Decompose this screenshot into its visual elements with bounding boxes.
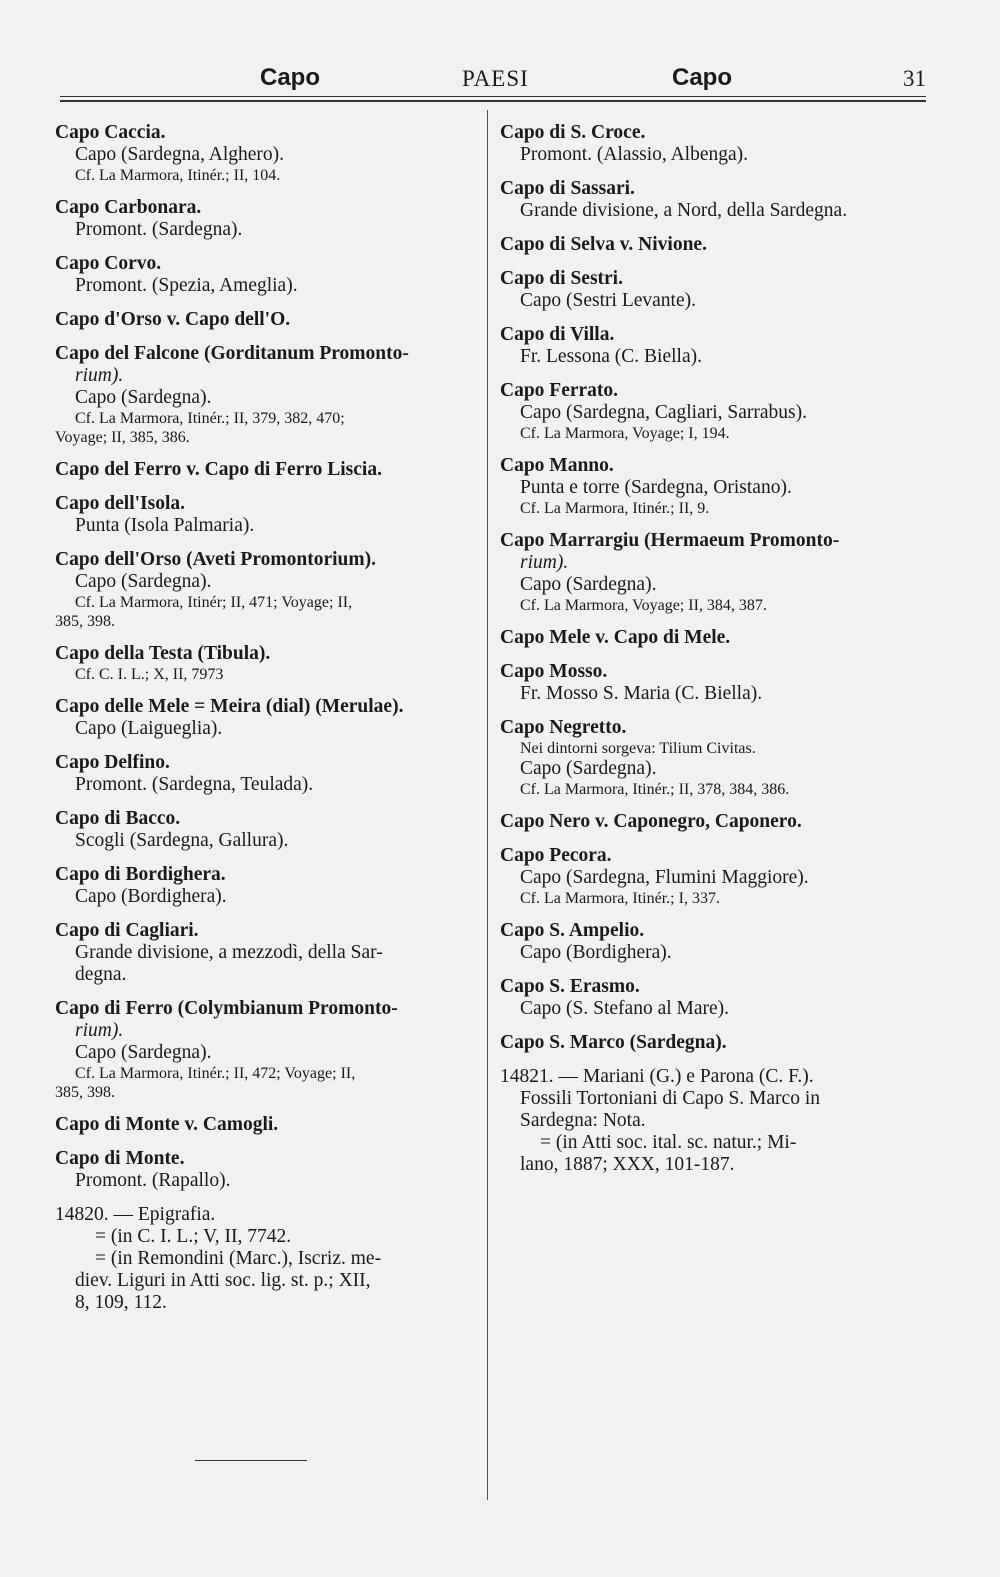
entry-heading: Capo delle Mele = Meira (dial) (Merulae). — [55, 696, 404, 717]
entry-description: Punta (Isola Palmaria). — [75, 515, 255, 536]
entry-reference: Voyage; II, 385, 386. — [55, 429, 190, 446]
entry-reference: Cf. La Marmora, Itinér.; II, 472; Voyage; II, — [75, 1065, 356, 1082]
entry-heading: Capo Mosso. — [500, 661, 608, 682]
index-entry — [500, 178, 930, 222]
footer-rule — [195, 1460, 307, 1461]
entry-heading: Capo Ferrato. — [500, 380, 619, 401]
index-entry — [55, 808, 480, 852]
index-entry — [500, 455, 930, 518]
entry-description: Capo (Sardegna). — [520, 574, 657, 595]
index-entry — [500, 811, 930, 833]
header-rule-thick — [60, 100, 926, 102]
entry-heading: Capo S. Marco (Sardegna). — [500, 1032, 727, 1053]
entry-heading: Capo di Sassari. — [500, 178, 635, 199]
entry-heading: Capo dell'Orso (Aveti Promontorium). — [55, 549, 376, 570]
page-number: 31 — [903, 66, 926, 91]
entry-heading: rium). — [75, 1020, 124, 1041]
index-entry — [500, 324, 930, 368]
bibliography-line: Fossili Tortoniani di Capo S. Marco in — [520, 1088, 820, 1109]
index-entry — [55, 1148, 480, 1192]
bibliography-line: Sardegna: Nota. — [520, 1110, 646, 1131]
entry-description: Promont. (Sardegna, Teulada). — [75, 774, 314, 795]
entry-heading: Capo di Bacco. — [55, 808, 181, 829]
index-entry — [55, 122, 480, 185]
index-entry — [500, 380, 930, 443]
entry-reference: Cf. La Marmora, Itinér.; I, 337. — [520, 890, 720, 907]
entry-reference: Cf. La Marmora, Itinér.; II, 378, 384, 386. — [520, 781, 790, 798]
index-entry — [55, 752, 480, 796]
bibliography-line: = (in Atti soc. ital. sc. natur.; Mi- — [540, 1132, 797, 1153]
entry-description: Grande divisione, a mezzodì, della Sar- — [75, 942, 383, 963]
index-entry — [55, 998, 480, 1102]
index-entry — [55, 197, 480, 241]
entry-heading: rium). — [520, 552, 569, 573]
entry-heading: Capo di Sestri. — [500, 268, 623, 289]
entry-description: Capo (Sardegna). — [75, 571, 212, 592]
entry-reference: 385, 398. — [55, 1084, 115, 1101]
index-entry — [55, 309, 480, 331]
header-section-title: PAESI — [462, 66, 529, 91]
entry-reference: Cf. La Marmora, Voyage; I, 194. — [520, 425, 730, 442]
entry-description: Grande divisione, a Nord, della Sardegna. — [520, 200, 848, 221]
column-divider — [487, 110, 488, 1500]
entry-description: Fr. Lessona (C. Biella). — [520, 346, 702, 367]
entry-heading: Capo della Testa (Tibula). — [55, 643, 271, 664]
entry-heading: rium). — [75, 365, 124, 386]
bibliography-line: 14820. — Epigrafia. — [55, 1204, 216, 1225]
index-entry — [500, 976, 930, 1020]
entry-reference: 385, 398. — [55, 613, 115, 630]
index-entry — [55, 696, 480, 740]
entry-description: degna. — [75, 964, 127, 985]
entry-heading: Capo d'Orso v. Capo dell'O. — [55, 309, 291, 330]
index-entry — [55, 1114, 480, 1136]
entry-description: Scogli (Sardegna, Gallura). — [75, 830, 289, 851]
index-entry — [55, 1204, 480, 1314]
bibliography-line: diev. Liguri in Atti soc. lig. st. p.; XII, — [75, 1270, 371, 1291]
right-column — [500, 122, 930, 1188]
left-column — [55, 122, 480, 1326]
index-entry — [500, 268, 930, 312]
entry-heading: Capo di Cagliari. — [55, 920, 199, 941]
index-entry — [55, 549, 480, 631]
entry-heading: Capo del Falcone (Gorditanum Promonto- — [55, 343, 409, 364]
entry-description: Capo (Laigueglia). — [75, 718, 223, 739]
entry-heading: Capo Nero v. Caponegro, Caponero. — [500, 811, 802, 832]
index-entry — [55, 343, 480, 447]
index-entry — [500, 1066, 930, 1176]
entry-heading: Capo Mele v. Capo di Mele. — [500, 627, 731, 648]
index-entry — [55, 253, 480, 297]
index-entry — [500, 845, 930, 908]
entry-description: Fr. Mosso S. Maria (C. Biella). — [520, 683, 763, 704]
entry-description: Capo (Sardegna, Flumini Maggiore). — [520, 867, 809, 888]
entry-heading: Capo Marrargiu (Hermaeum Promonto- — [500, 530, 840, 551]
entry-description: Capo (Sardegna). — [75, 387, 212, 408]
entry-heading: Capo Delfino. — [55, 752, 170, 773]
entry-reference: Cf. La Marmora, Itinér; II, 471; Voyage; II, — [75, 594, 353, 611]
entry-heading: Capo di S. Croce. — [500, 122, 646, 143]
entry-heading: Capo del Ferro v. Capo di Ferro Liscia. — [55, 459, 382, 480]
header-left-word: Capo — [260, 64, 320, 91]
entry-description: Capo (Bordighera). — [75, 886, 227, 907]
entry-heading: Capo Negretto. — [500, 717, 627, 738]
header-rule-thin — [60, 96, 926, 97]
entry-description: Capo (Sardegna). — [520, 758, 657, 779]
entry-description: Capo (Sardegna). — [75, 1042, 212, 1063]
header-right-word: Capo — [672, 64, 732, 91]
bibliography-line: = (in Remondini (Marc.), Iscriz. me- — [95, 1248, 382, 1269]
entry-heading: Capo di Selva v. Nivione. — [500, 234, 707, 255]
entry-reference: Cf. C. I. L.; X, II, 7973 — [75, 666, 224, 683]
index-entry — [500, 122, 930, 166]
index-entry — [500, 234, 930, 256]
index-entry — [500, 1032, 930, 1054]
index-entry — [500, 627, 930, 649]
entry-heading: Capo Manno. — [500, 455, 614, 476]
entry-description: Promont. (Rapallo). — [75, 1170, 231, 1191]
bibliography-line: 14821. — Mariani (G.) e Parona (C. F.). — [500, 1066, 814, 1087]
entry-reference: Cf. La Marmora, Itinér.; II, 104. — [75, 167, 281, 184]
entry-description: Capo (Sardegna, Alghero). — [75, 144, 285, 165]
entry-heading: Capo di Bordighera. — [55, 864, 226, 885]
index-entry — [500, 661, 930, 705]
entry-description: Capo (Sardegna, Cagliari, Sarrabus). — [520, 402, 807, 423]
index-entry — [55, 643, 480, 684]
entry-description: Capo (Bordighera). — [520, 942, 672, 963]
index-entry — [500, 920, 930, 964]
index-entry — [55, 920, 480, 986]
entry-heading: Capo S. Ampelio. — [500, 920, 645, 941]
index-entry — [500, 717, 930, 799]
entry-reference: Cf. La Marmora, Itinér.; II, 379, 382, 470; — [75, 410, 345, 427]
entry-heading: Capo di Monte. — [55, 1148, 185, 1169]
bibliography-line: lano, 1887; XXX, 101-187. — [520, 1154, 735, 1175]
entry-reference: Cf. La Marmora, Voyage; II, 384, 387. — [520, 597, 767, 614]
entry-heading: Capo Caccia. — [55, 122, 166, 143]
entry-reference: Cf. La Marmora, Itinér.; II, 9. — [520, 500, 710, 517]
entry-description: Capo (S. Stefano al Mare). — [520, 998, 730, 1019]
entry-description: Promont. (Spezia, Ameglia). — [75, 275, 298, 296]
index-entry — [55, 864, 480, 908]
entry-description: Capo (Sestri Levante). — [520, 290, 696, 311]
entry-description: Promont. (Sardegna). — [75, 219, 243, 240]
entry-heading: Capo Corvo. — [55, 253, 162, 274]
entry-heading: Capo di Villa. — [500, 324, 615, 345]
entry-description: Promont. (Alassio, Albenga). — [520, 144, 749, 165]
entry-heading: Capo Pecora. — [500, 845, 612, 866]
entry-description: Punta e torre (Sardegna, Oristano). — [520, 477, 792, 498]
index-entry — [55, 459, 480, 481]
bibliography-line: 8, 109, 112. — [75, 1292, 167, 1313]
bibliography-line: = (in C. I. L.; V, II, 7742. — [95, 1226, 292, 1247]
entry-reference: Nei dintorni sorgeva: Tilium Civitas. — [520, 740, 756, 757]
entry-heading: Capo dell'Isola. — [55, 493, 186, 514]
entry-heading: Capo Carbonara. — [55, 197, 202, 218]
index-entry — [500, 530, 930, 615]
entry-heading: Capo di Ferro (Colymbianum Promonto- — [55, 998, 398, 1019]
index-entry — [55, 493, 480, 537]
entry-heading: Capo S. Erasmo. — [500, 976, 640, 997]
entry-heading: Capo di Monte v. Camogli. — [55, 1114, 279, 1135]
